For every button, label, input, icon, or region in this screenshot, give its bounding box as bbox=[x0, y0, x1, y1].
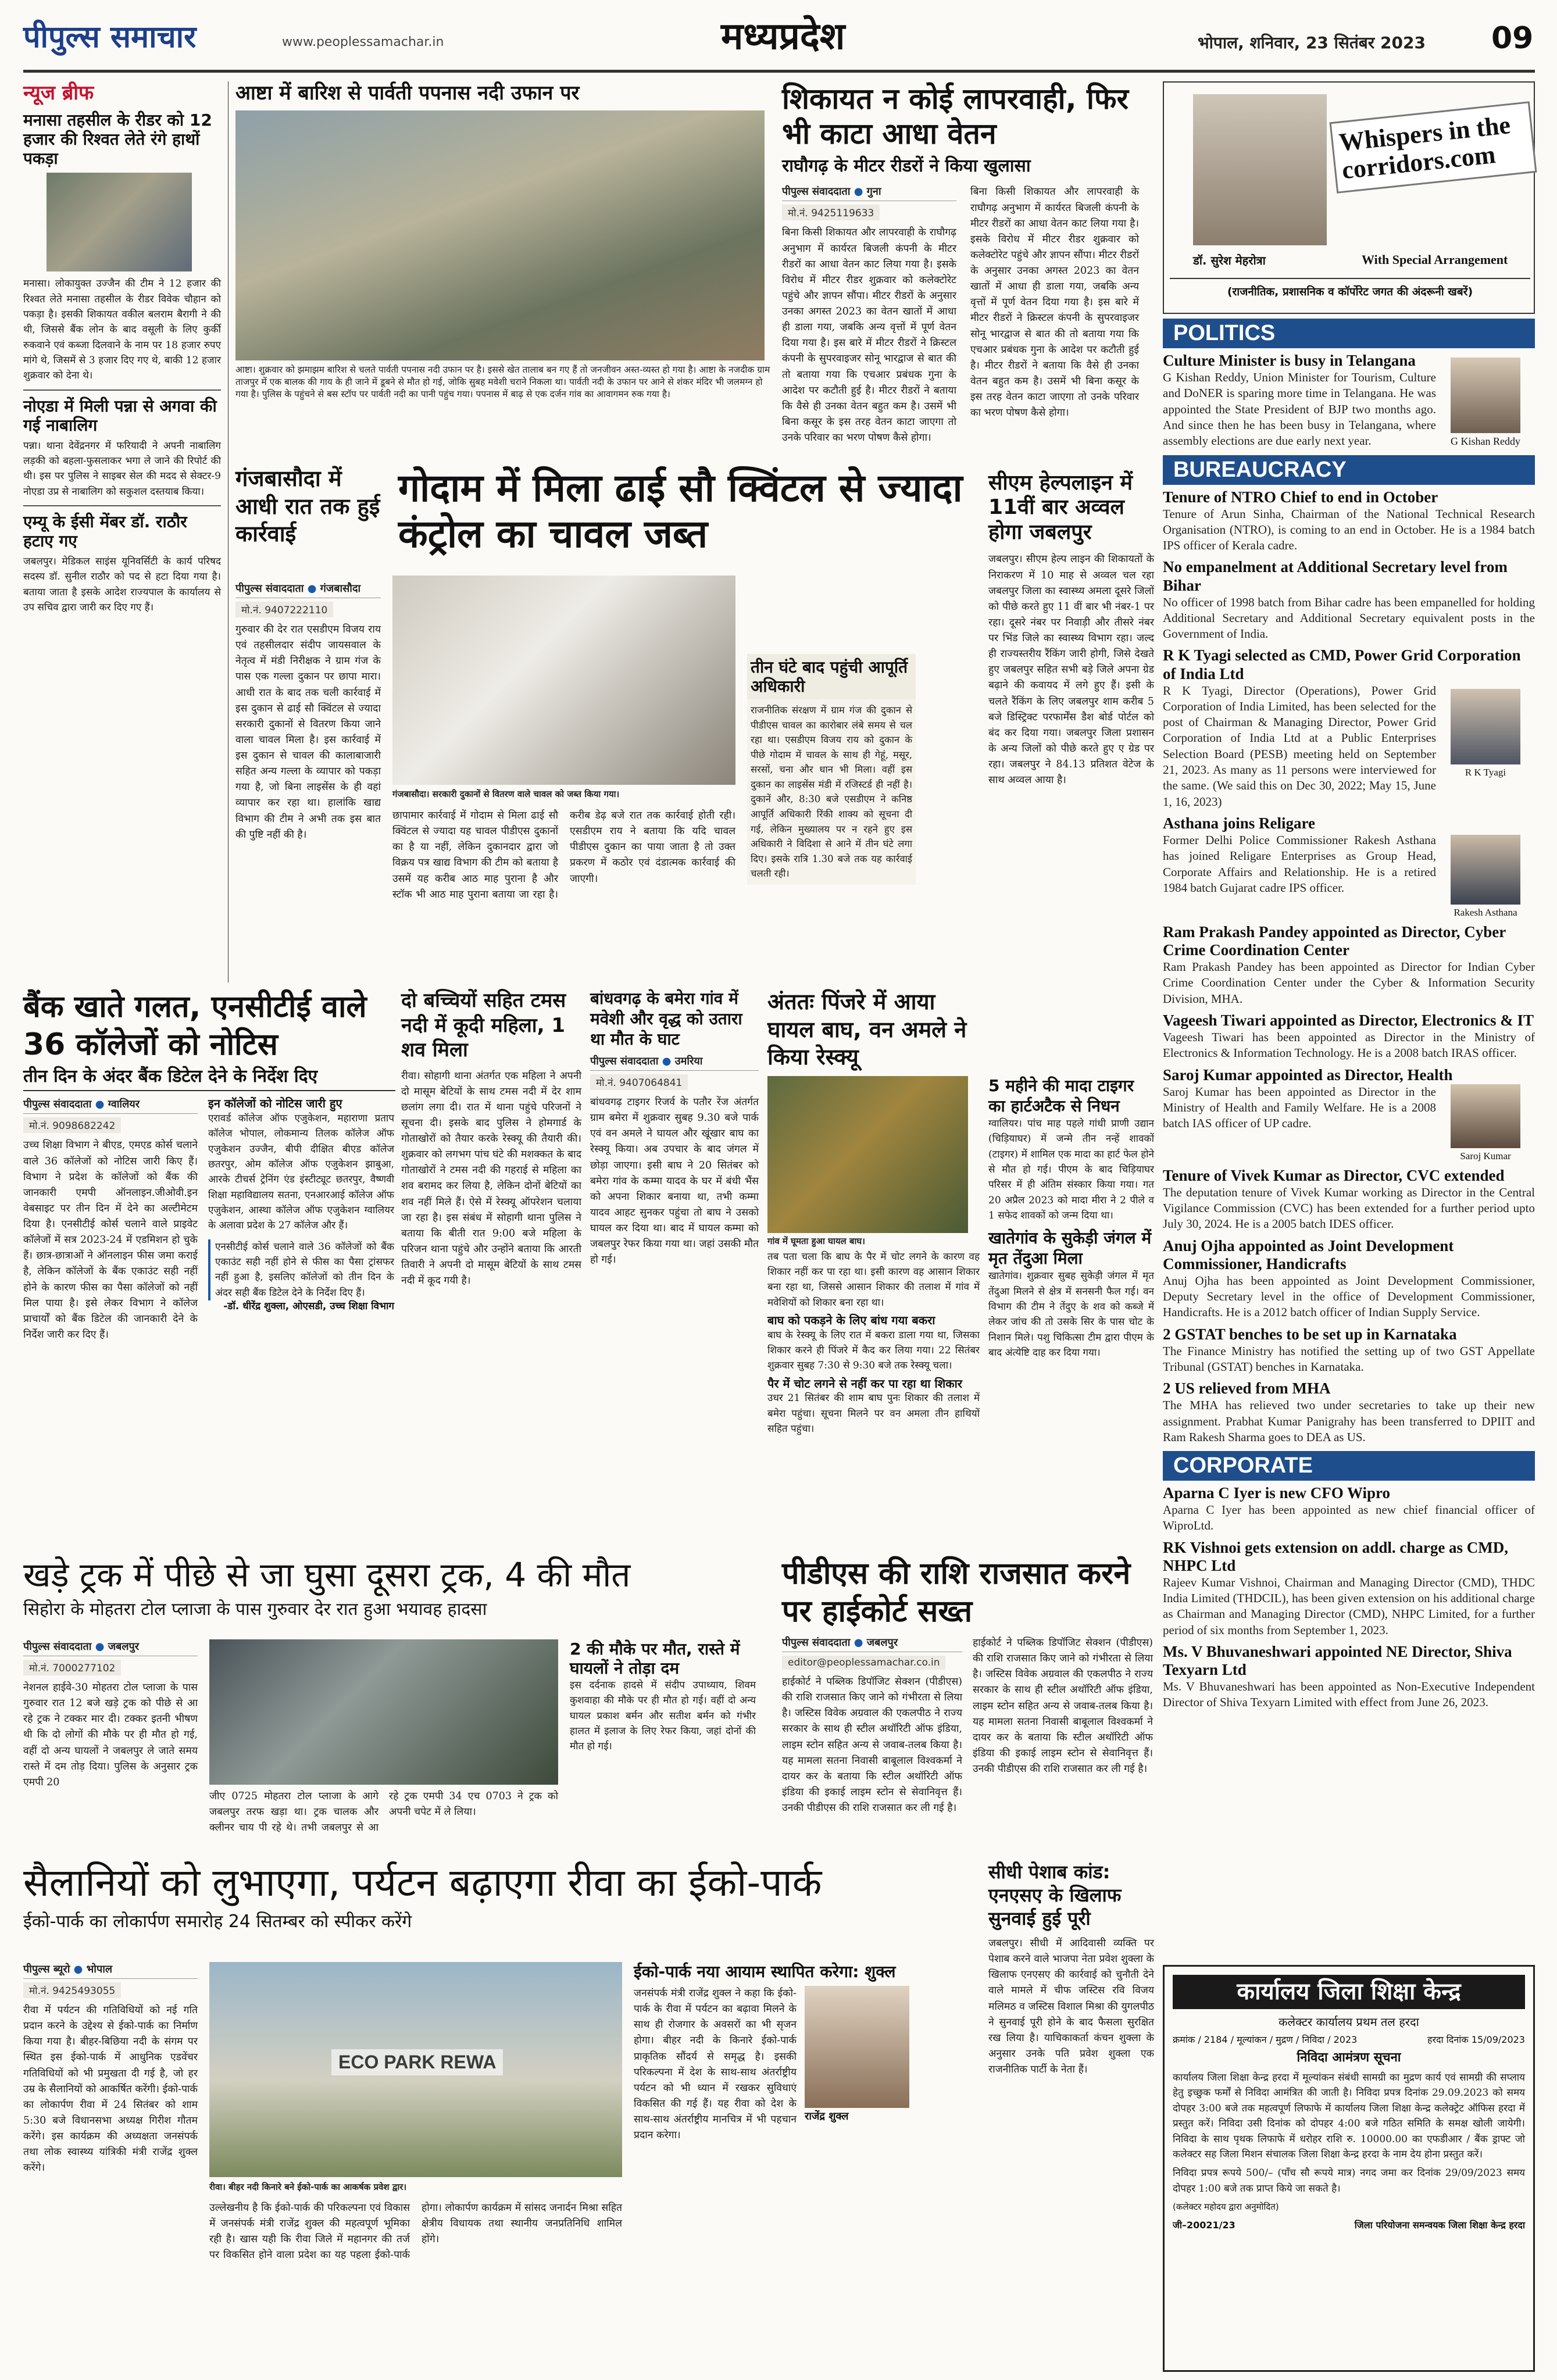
byline-place: गुना bbox=[866, 185, 881, 198]
bank-mobile: मो.नं. 9098682242 bbox=[23, 1117, 121, 1133]
ganj-kicker: गंजबासौदा में आधी रात तक हुई कार्रवाई bbox=[235, 466, 380, 546]
byline-place: गंजबासौदा bbox=[320, 583, 361, 595]
politics-item-title: Culture Minister is busy in Telangana bbox=[1163, 352, 1416, 369]
eco-body1: रीवा में पर्यटन की गतिविधियों को नई गति प्रदान करने के उद्देश्य से ईको-पार्क का निर्माण किया गया है। बीहर-बिछिया नदी के संगम पर स्थित इस ईको-पार्क में आधुनिक एडवेंचर गतिविधियों को भी प्रमुखता दी गई है, जो हर उम्र के सैलानियों को आकर्षित करेंगी। ईको-पार्क का लोकार्पण रीवा में 24 सितंबर को शाम 5:30 बजे विधानसभा अध्यक्ष गिरीश गौतम करेंगे। इस कार्यक्रम की अध्यक्षता जनसंपर्क तथा लोक स्वास्थ्य यांत्रिकी मंत्री राजेंद्र शुक्ल करेंगे। bbox=[23, 2004, 198, 2174]
pds-byline: पीपुल्स संवाददाता ● जबलपुर bbox=[782, 1635, 962, 1652]
girls-body: रीवा। सोहागी थाना अंतर्गत एक महिला ने अपनी दो मासूम बेटियों के साथ टमस नदी में देर शाम छलांग लगा दी। रात में थाना पहुंचे परिजनों ने सूचना दी। इसके बाद पुलिस ने होमगार्ड के गोताखोरों को तैयार करके रेस्क्यू की तैयारी की। शुक्रवार को लगभग पांच घंटे की मशक्कत के बाद गोताखोरों ने टमस नदी की गहराई से महिला का शव बरामद कर लिया है, लेकिन दोनों बेटियों का शव नहीं मिले हैं। ऐसे में रेस्क्यू ऑपरेशन चलाया जा रहा है। इस संबंध में सोहागी थाना पुलिस ने बताया कि बीती रात 9:00 बजे महिला के परिजन थाना पहुंचे और उन्होंने बताया कि आरती तिवारी ने अपनी दो मासूम बेटियों के साथ टमस नदी में कूद गयी है। bbox=[401, 1070, 581, 1287]
bandhavgarh-story bbox=[590, 988, 759, 1552]
ganj-sidebar-body: राजनीतिक संरक्षण में ग्राम गंज की दुकान से पीडीएस चावल का कारोबार लंबे समय से चल रहा था। एसडीएम विजय राय को दुकान के पीछे गोदाम में चावल के साथ ही गेहूं, मसूर, सरसों, चना और धान भी मिला। वहीं इस दुकान का लाइसेंस मंडी में रजिस्टर्ड ही नहीं है। दुकानें और, 8:30 बजे एसडीएम ने कनिष्ठ आपूर्ति अधिकारी रिंकी शाक्य को सूचना दी गई, लेकिन मुख्यालय पर न रहने हुए इस अधिकारी ने विदिशा से आने में तीन घंटे लगा दिए। इसके रात्रि 1.30 बजे तक यह कार्रवाई चलती रही। bbox=[747, 699, 916, 885]
bureau-item-body: Saroj Kumar has been appointed as Director in the Ministry of Health and Family Welfare. He is a 2008 batch IAS officer of UP cadre. bbox=[1163, 1084, 1436, 1131]
pds-body-cont: हाईकोर्ट ने पब्लिक डिपॉजिट सेक्शन (पीडीएस) की राशि राजसात किए जाने को गंभीरता से लिया है। जस्टिस विवेक अग्रवाल की एकलपीठ ने राज्य सरकार के साथ ही स्टील अथॉरिटी ऑफ इंडिया, लाइम स्टोन सहित अन्य से जवाब-तलब किया है। यह मामला सतना निवासी बाबूलाल विश्वकर्मा ने दायर कर के बताया कि स्टील अथॉरिटी ऑफ इंडिया की इकाई लाइम स्टोन से सेवानिवृत्त हैं। उनकी पीडीएस की राशि राजसात कर ली गई है। bbox=[973, 1637, 1153, 1775]
bureau-item-title: R K Tyagi selected as CMD, Power Grid Corporation of India Ltd bbox=[1163, 646, 1521, 682]
eco-quote-body: जनसंपर्क मंत्री राजेंद्र शुक्ल ने कहा कि ईको-पार्क के रीवा में पर्यटन का बढ़ावा मिलने के साथ ही रोजगार के अवसरों का भी सृजन होगा। बीहर नदी के किनारे ईको-पार्क प्राकृतिक सौंदर्य से समृद्ध है। इसकी परिकल्पना में देश के साथ-साथ अंतर्राष्ट्रीय पर्यटन को भी ध्यान में रखकर सुविधाएं विकसित की गई हैं। यह रीवा को देश के साथ-साथ अंतर्राष्ट्रीय मानचित्र में भी पहचान प्रदान करेगा। bbox=[634, 1988, 797, 2142]
eco-mobile: मो.नं. 9425493055 bbox=[23, 1982, 121, 1998]
brief3-headline: एम्यू के ईसी मेंबर डॉ. राठौर हटाए गए bbox=[23, 512, 187, 551]
rakesh-asthana-photo bbox=[1451, 835, 1520, 905]
bureau-item-body: The Finance Ministry has notified the setting up of two GST Appellate Tribunal (GSTAT) benches in Karnataka. bbox=[1163, 1343, 1535, 1374]
byline-name: पीपुल्स संवाददाता bbox=[23, 1641, 92, 1653]
eco-caption: रीवा। बीहर नदी किनारे बने ईको-पार्क का आकर्षक प्रवेश द्वार। bbox=[209, 2182, 407, 2192]
photo-label: Saroj Kumar bbox=[1460, 1150, 1511, 1162]
saroj-kumar-photo bbox=[1451, 1084, 1520, 1148]
whispers-column bbox=[1163, 319, 1535, 1935]
truck-side-headline: 2 की मौके पर मौत, रास्ते में घायलों ने तोड़ा दम bbox=[570, 1639, 740, 1678]
meter-subhead: राघौगढ़ के मीटर रीडरों ने किया खुलासा bbox=[782, 156, 1031, 176]
eco-byline: पीपुल्स ब्यूरो ● भोपाल bbox=[23, 1962, 198, 1979]
eco-body2: उल्लेखनीय है कि ईको-पार्क की परिकल्पना एवं विकास में जनसंपर्क मंत्री राजेंद्र शुक्ल की महत्वपूर्ण भूमिका रही है। खास यही कि रीवा जिले में महानगर की तर्ज पर विकसित होने वाला प्रदेश का यह पहला ईको-पार्क होगा। लोकार्पण कार्यक्रम में सांसद जनार्दन मिश्रा सहित क्षेत्रीय विधायक तथा स्थानीय जनप्रतिनिधि शामिल होंगे। bbox=[209, 2202, 622, 2261]
eco-park-sign: ECO PARK REWA bbox=[331, 2049, 503, 2075]
bureau-item-title: Vageesh Tiwari appointed as Director, Electronics & IT bbox=[1163, 1011, 1534, 1029]
tender-notice bbox=[1163, 1965, 1535, 2372]
news-brief-label: न्यूज ब्रीफ bbox=[23, 81, 94, 105]
section-title: मध्यप्रदेश bbox=[721, 15, 845, 58]
whispers-arrangement: With Special Arrangement bbox=[1362, 252, 1508, 267]
bureau-item-title: 2 US relieved from MHA bbox=[1163, 1380, 1331, 1398]
corporate-item-body: Rajeev Kumar Vishnoi, Chairman and Managing Director (CMD), THDC India Limited (THDCIL), has been given extension on his additional charge as Chairman and Managing Director (CMD), NHPC Limited, for a further period of six months from September 1, 2023. bbox=[1163, 1575, 1535, 1637]
ganj-mobile: मो.नं. 9407222110 bbox=[235, 602, 333, 617]
kishan-reddy-photo bbox=[1451, 358, 1520, 433]
bureau-item-body: Ram Prakash Pandey has been appointed as Director for Indian Cyber Crime Coordination Center under the Cyber & Information Security Division, MHA. bbox=[1163, 960, 1535, 1006]
masthead-rule bbox=[23, 70, 1535, 73]
corporate-item-title: Aparna C Iyer is new CFO Wipro bbox=[1163, 1484, 1391, 1502]
bureau-item-body: The MHA has relieved two under secretaries to take up their new assignment. Prabhat Kumar Panigrahy has been transferred to DPIIT and Ram Rakesh Sharma goes to DEA as US. bbox=[1163, 1398, 1535, 1444]
bank-headline: बैंक खाते गलत, एनसीटीई वाले 36 कॉलेजों को नोटिस bbox=[23, 989, 367, 1062]
divider bbox=[23, 505, 221, 506]
bandhavgarh-headline: बांधवगढ़ के बमेरा गांव में मवेशी और वृद्ध को उतारा था मौत के घाट bbox=[590, 989, 742, 1049]
bank-subhead: तीन दिन के अंदर बैंक डिटेल देने के निर्देश दिए bbox=[23, 1066, 395, 1091]
notice-signature: जिला परियोजना समन्वयक जिला शिक्षा केन्द्र हरदा bbox=[1354, 2219, 1525, 2231]
cm-helpline-story bbox=[988, 471, 1154, 971]
pds-email[interactable]: editor@peoplessamachar.co.in bbox=[782, 1656, 945, 1670]
bureau-item-title: 2 GSTAT benches to be set up in Karnataka bbox=[1163, 1325, 1457, 1343]
parvati-photo bbox=[235, 110, 765, 360]
girls-headline: दो बच्चियों सहित टमस नदी में कूदी महिला, 1 शव मिला bbox=[401, 989, 566, 1062]
truck-mobile: मो.नं. 7000277102 bbox=[23, 1660, 121, 1675]
notice-body: कार्यालय जिला शिक्षा केन्द्र हरदा में मूल्यांकन संबंधी सामग्री का मुद्रण कार्य एवं सामग्री की सप्लाय हेतु इच्छुक फर्मों से निविदा आमंत्रित की जाती है। निविदा प्रपत्र दिनांक 29.09.2023 को समय दोपहर 3:00 बजे तक महत्वपूर्ण लिफाफे में कार्यालय जिला शिक्षा केन्द्र कलेक्ट्रेट ऑफिस हरदा में प्रस्तुत करें। निविदा उसी दिनांक को दोपहर 4:00 बजे गठित समिति के समक्ष खोली जायेगी। निविदा के साथ पृथक लिफाफे में धरोहर राशि रु. 10000.00 का एफडीआर / बैंक ड्राफ्ट जो कलेक्टर सह जिला मिशन संचालक जिला शिक्षा केन्द्र हरदा के नाम देय होना प्रस्तुत करें। bbox=[1173, 2072, 1525, 2160]
bank-byline: पीपुल्स संवाददाता ● ग्वालियर bbox=[23, 1097, 198, 1114]
ganj-photo bbox=[392, 576, 735, 785]
website[interactable]: www.peoplessamachar.in bbox=[282, 35, 444, 49]
byline-name: पीपुल्स संवाददाता bbox=[782, 185, 851, 198]
sidhi-headline: सीधी पेशाब कांड: एनएसए के खिलाफ सुनवाई हुई पूरी bbox=[988, 1861, 1122, 1929]
truck-caption: जीए 0725 मोहतरा टोल प्लाजा के आगे जबलपुर तरफ खड़ा था। ट्रक चालक और क्लीनर चाय पी रहे थे। तभी जबलपुर से आ रहे ट्रक एमपी 34 एच 0703 ने ट्रक को अपनी चपेट में ले लिया। bbox=[209, 1791, 558, 1834]
tiger-sub2: पैर में चोट लगने से नहीं कर पा रहा था शिकार bbox=[767, 1376, 962, 1391]
notice-fee: निविदा प्रपत्र रूपये 500/– (पाँच सौ रूपये मात्र) नगद जमा कर दिनांक 29/09/2023 समय दोपहर 1:00 बजे तक प्राप्त किये जा सकते है। bbox=[1173, 2167, 1525, 2195]
brief3-body: जबलपुर। मेडिकल साइंस यूनिवर्सिटी के कार्य परिषद सदस्य डॉ. सुनील राठौर को पद से हटा दिया गया है। बताया जाता है इसके आदेश राज्यपाल के कार्यालय से उप सचिव द्वारा जारी कर दिए गए हैं। bbox=[23, 556, 221, 614]
brief1-photo bbox=[47, 173, 192, 271]
sidhi-story bbox=[988, 1860, 1154, 2372]
corporate-item-title: RK Vishnoi gets extension on addl. charge as CMD, NHPC Ltd bbox=[1163, 1538, 1509, 1574]
bureau-item-body: Anuj Ojha has been appointed as Joint Development Commissioner, Deputy Secretary level in the office of Development Commissioner, Handicrafts. He is a 2012 batch officer of Indian Supply Service. bbox=[1163, 1273, 1535, 1320]
bureau-item-body: No officer of 1998 batch from Bihar cadre has been empanelled for holding Additional Secretary and Additional Secretary equivalent posts in the Government of India. bbox=[1163, 595, 1535, 641]
bandhavgarh-byline: पीपुल्स संवाददाता ● उमरिया bbox=[590, 1054, 759, 1071]
bank-quote: एनसीटीई कोर्स चलाने वाले 36 कॉलेजों को बैंक एकाउंट सही नहीं होने से फीस का पैसा ट्रांसफर नहीं हुआ है, इसलिए कॉलेजों को तीन दिन के अंदर सही बैंक डिटेल देने के निर्देश दिए हैं। bbox=[208, 1239, 394, 1300]
tiger-photo bbox=[767, 1076, 968, 1233]
eco-photo bbox=[209, 1962, 622, 2177]
bureaucracy-label: BUREAUCRACY bbox=[1163, 455, 1535, 485]
byline-place: ग्वालियर bbox=[108, 1098, 140, 1111]
tiger-rescue-story bbox=[767, 988, 980, 1552]
truck-subhead: सिहोरा के मोहतरा टोल प्लाजा के पास गुरुवार देर रात हुआ भयावह हादसा bbox=[23, 1599, 487, 1620]
ganj-story bbox=[235, 465, 985, 971]
photo-label: R K Tyagi bbox=[1465, 766, 1506, 778]
bureau-item-title: Ram Prakash Pandey appointed as Director, Cyber Crime Coordination Center bbox=[1163, 923, 1506, 959]
corporate-label: CORPORATE bbox=[1163, 1451, 1535, 1481]
tiger-body: तब पता चला कि बाघ के पैर में चोट लगने के कारण वह शिकार नहीं कर पा रहा था। इसी कारण वह आसान शिकार बना रहा था, जिससे आसान शिकार की तलाश में गांव में मवेशियों को शिकार बना रहा था। bbox=[767, 1250, 980, 1309]
eco-subhead: ईको-पार्क का लोकार्पण समारोह 24 सितम्बर को स्पीकर करेंगे bbox=[23, 1911, 412, 1932]
byline-place: भोपाल bbox=[86, 1963, 113, 1975]
bank-list-body: एरावर्ड कॉलेज ऑफ एजुकेशन, महाराणा प्रताप कॉलेज भोपाल, लोकमान्य तिलक कॉलेज ऑफ एजुकेशन उज्जैन, बीपी दीक्षित बीएड कॉलेज छतरपुर, ओम कॉलेज ऑफ एजुकेशन झाबुआ, आरके टीचर्स ट्रेनिंग एंड इंस्टीट्यूट छतरपुर, वैष्णवी शिक्षा महाविद्यालय सतना, एनआरआई कॉलेज ऑफ एजुकेशन, आस्था कॉलेज ऑफ एजुकेशन ग्वालियर के अलावा प्रदेश के 27 कॉलेज और हैं। bbox=[208, 1112, 394, 1232]
whispers-author: डॉ. सुरेश मेहरोत्रा bbox=[1193, 253, 1266, 267]
notice-ref: क्रमांक / 2184 / मूल्यांकन / मुद्रण / निविदा / 2023 bbox=[1173, 2034, 1358, 2046]
parvati-caption: आष्टा। शुक्रवार को झमाझम बारिश से चलते पार्वती पपनास नदी उफान पर है। इससे खेत तालाब बन गए हैं तो जनजीवन अस्त-व्यस्त हो गया है। आष्टा के नजदीक ग्राम ताजपुर में एक बालक की गाय के ही जाने में डूबने से मौत हो गई, जोकि सुबह मवेशी चराने निकला था। पार्वती नदी के उफान पर आने से शंकर मंदिर भी जलमग्न हो गया है। पुलिस के पहुंचने से बस स्टॉप पर पार्वती नदी का पानी पहुंच गया। पपनास में बाढ़ से एक दर्जन गांव का आवागमन रुक गया है। bbox=[235, 364, 770, 399]
byline-place: उमरिया bbox=[674, 1055, 703, 1067]
divider bbox=[23, 389, 221, 391]
sidhi-body: जबलपुर। सीधी में आदिवासी व्यक्ति पर पेशाब करने वाले भाजपा नेता प्रवेश शुक्ला के खिलाफ एनएसए की कार्रवाई को चुनौती देने वाले मामले में चीफ जस्टिस रवि विजय मलिमठ व जस्टिस विशाल मिश्रा की युगलपीठ ने सुनवाई पूरी होने के बाद फैसला सुरक्षित रख लिया है। याचिकाकर्ता कंचन शुक्ला के अनुसार उनके पति प्रवेश शुक्ला एक राजनीतिक पार्टी के नेता हैं। bbox=[988, 1938, 1154, 2075]
ganj-headline: गोदाम में मिला ढाई सौ क्विंटल से ज्यादा कंट्रोल का चावल जब्त bbox=[398, 466, 963, 557]
bureau-item-title: Saroj Kumar appointed as Director, Health bbox=[1163, 1066, 1453, 1084]
cm-helpline-headline: सीएम हेल्पलाइन में 11वीं बार अव्वल होगा जबलपुर bbox=[988, 471, 1133, 544]
bandhavgarh-mobile: मो.नं. 9407064841 bbox=[590, 1074, 688, 1090]
tigress-story bbox=[988, 1075, 1154, 1552]
bureau-item-title: Asthana joins Religare bbox=[1163, 814, 1316, 832]
notice-subtitle: निविदा आमंत्रण सूचना bbox=[1297, 2050, 1401, 2065]
corporate-item-body: Ms. V Bhuvaneshwari has been appointed as Non-Executive Independent Director of Shiva Texyarn Limited with effect from June 26, 2023. bbox=[1163, 1679, 1535, 1710]
notice-date: हरदा दिनांक 15/09/2023 bbox=[1427, 2034, 1525, 2046]
tiger-caption: गांव में घूमता हुआ घायल बाघ। bbox=[767, 1235, 865, 1246]
author-photo bbox=[1193, 94, 1327, 245]
leopard-headline: खातेगांव के सुकेड़ी जंगल में मृत तेंदुआ मिला bbox=[988, 1228, 1152, 1268]
leopard-body: खातेगांव। शुक्रवार सुबह सुकेड़ी जंगल में मृत तेंदुआ मिलने से क्षेत्र में सनसनी फैल गई। वन विभाग की टीम ने तेंदुए के शव को कब्जे में लेकर जांच की तो उसके सिर के पास चोट के निशान मिले। पशु चिकित्सा टीम द्वारा पीएम के बाद अंत्येष्टि दाह कर दिया गया। bbox=[988, 1270, 1154, 1359]
parvati-story bbox=[235, 81, 770, 430]
bank-story bbox=[23, 988, 395, 1552]
byline-name: पीपुल्स संवाददाता bbox=[782, 1636, 851, 1649]
whispers-box bbox=[1163, 81, 1535, 314]
notice-code: जी–20021/23 bbox=[1173, 2219, 1235, 2231]
pds-story bbox=[782, 1555, 1154, 1857]
truck-byline: पीपुल्स संवाददाता ● जबलपुर bbox=[23, 1639, 198, 1656]
pds-headline: पीडीएस की राशि राजसात करने पर हाईकोर्ट सख्त bbox=[782, 1556, 1131, 1629]
bureau-item-body: Tenure of Arun Sinha, Chairman of the National Technical Research Organisation (NTRO), is coming to an end in October. He is a 1984 batch IPS officer of Kerala cadre. bbox=[1163, 506, 1535, 553]
tiger-sub2-body: उधर 21 सितंबर की शाम बाघ पुनः शिकार की तलाश में बमेरा पहुंचा। सूचना मिलने पर वन अमला तीन हाथियों सहित पहुंचा। bbox=[767, 1392, 980, 1435]
tigress-headline: 5 महीने की मादा टाइगर का हार्टअटैक से निधन bbox=[988, 1076, 1134, 1116]
whispers-tagline: (राजनीतिक, प्रशासनिक व कॉर्पोरेट जगत की अंदरूनी खबरें) bbox=[1170, 278, 1530, 299]
byline-name: पीपुल्स संवाददाता bbox=[235, 583, 304, 595]
brand-logo: पीपुल्स समाचार bbox=[23, 20, 197, 55]
corporate-item-title: Ms. V Bhuvaneshwari appointed NE Director, Shiva Texyarn Ltd bbox=[1163, 1643, 1512, 1679]
brief1-body: मनासा। लोकायुक्त उज्जैन की टीम ने 12 हजार की रिश्वत लेते मनासा तहसील के रीडर विवेक चौहान को पकड़ा है। इसकी शिकायत वकील बलराम बैरागी ने की थी, जिससे बैंक लोन के बाद वसूली के लिए कुर्की रुकवाने एवं कब्जा दिलवाने के नाम पर 18 हजार रुपए मांगे थे, जिसमें से 3 हजार दिए गए थे, बाकी 12 हजार शुक्रवार को देना थे। bbox=[23, 278, 221, 382]
truck-body: नेशनल हाईवे-30 मोहतरा टोल प्लाजा के पास गुरुवार रात 12 बजे खड़े ट्रक को पीछे से आ रहे ट्रक ने टक्कर मार दी। टक्कर इतनी भीषण थी कि दो लोगों की मौके पर ही मौत हो गई, वहीं दो अन्य घायलों ने जबलपुर ले जाते समय रास्ते में दम तोड़ दिया। पुलिस के अनुसार ट्रक एमपी 20 bbox=[23, 1682, 198, 1788]
dateline: भोपाल, शनिवार, 23 सितंबर 2023 bbox=[1198, 33, 1426, 52]
bureau-item-title: No empanelment at Additional Secretary level from Bihar bbox=[1163, 558, 1508, 594]
bureau-item-title: Anuj Ojha appointed as Joint Development Commissioner, Handicrafts bbox=[1163, 1237, 1454, 1273]
ganj-caption: गंजबासौदा। सरकारी दुकानों से वितरण वाले चावल को जब्त किया गया। bbox=[392, 789, 620, 799]
politics-label: POLITICS bbox=[1163, 319, 1535, 348]
notice-approval: (कलेक्टर महोदय द्वारा अनुमोदित) bbox=[1173, 2201, 1279, 2212]
meter-mobile: मो.नं. 9425119633 bbox=[782, 205, 880, 220]
truck-photo bbox=[209, 1639, 558, 1785]
bureau-item-body: Vageesh Tiwari has been appointed as Director in the Ministry of Electronics & Information Technology. He is a 2008 batch IRAS officer. bbox=[1163, 1030, 1535, 1060]
byline-name: पीपुल्स संवाददाता bbox=[23, 1098, 92, 1111]
corporate-item-body: Aparna C Iyer has been appointed as new chief financial officer of WiproLtd. bbox=[1163, 1503, 1535, 1533]
truck-headline: खड़े ट्रक में पीछे से जा घुसा दूसरा ट्रक, 4 की मौत bbox=[23, 1555, 631, 1595]
photo-label: G Kishan Reddy bbox=[1451, 435, 1520, 447]
pds-body: हाईकोर्ट ने पब्लिक डिपॉजिट सेक्शन (पीडीएस) की राशि राजसात किए जाने को गंभीरता से लिया है। जस्टिस विवेक अग्रवाल की एकलपीठ ने राज्य सरकार के साथ ही स्टील अथॉरिटी ऑफ इंडिया, लाइम स्टोन सहित अन्य से जवाब-तलब किया है। यह मामला सतना निवासी बाबूलाल विश्वकर्मा ने दायर कर के बताया कि स्टील अथॉरिटी ऑफ इंडिया की इकाई लाइम स्टोन से सेवानिवृत्त हैं। उनकी पीडीएस की राशि राजसात कर ली गई है। bbox=[782, 1676, 962, 1814]
ganj-body1: गुरुवार की देर रात एसडीएम विजय राय एवं तहसीलदार संदीप जायसवाल के नेतृत्व में मंडी निरीक्षक ने ग्राम गंज के पास एक गल्ला दुकान पर छापा मारा। आधी रात के बाद तक चली कार्रवाई में इस दुकान से ढाई सौ क्विंटल से ज्यादा सरकारी दुकानों से वितरण किया जाने वाला चावल मिला है। इस कार्रवाई में इस दुकान से चावल की कालाबाजारी सहित अन्य गल्ला के व्यापार को पकड़ा गया है, जो बिना लाइसेंस के ही वहां व्यापार कर रहा था। हालांकि खाद्य विभाग की टीम ने अभी तक इस बात की पुष्टि नहीं की है। bbox=[235, 624, 381, 841]
masthead bbox=[23, 7, 1535, 71]
cm-helpline-body: जबलपुर। सीएम हेल्प लाइन की शिकायतों के निराकरण में 10 माह से अव्वल चल रहा जबलपुर जिला का स्वास्थ्य अमला दूसरे जिलों को पीछे करते हुए 11 वीं बार भी नंबर-1 पर रहा। दूसरे नंबर पर निवाड़ी और तीसरे नंबर पर भिंड जिले का स्वास्थ्य विभाग रहा। जल्द ही राज्यस्तरीय रैंकिंग जारी होगी, जिसे देखते हुए जबलपुर सहित सभी बड़े जिले अपना ग्रेड बढ़ाने की कवायद में लगे हुए हैं। इसी के चलते रैंकिंग के लिए जबलपुर शाम करीब 5 बजे डिस्ट्रिक्ट परफार्मेंस डैश बोर्ड पोर्टल को बंद कर दिया गया। जबलपुर जिला प्रशासन के अन्य जिलों को पीछे करते हुए ए ग्रेड पर रहा। जबलपुर ने 84.13 प्रतिशत वेटेज के साथ अव्वल आया है। bbox=[988, 553, 1154, 787]
tiger-headline: अंततः पिंजरे में आया घायल बाघ, वन अमले ने किया रेस्क्यू bbox=[767, 989, 967, 1070]
bank-list-title: इन कॉलेजों को नोटिस जारी हुए bbox=[208, 1096, 342, 1111]
tigress-body: ग्वालियर। पांच माह पहले गांधी प्राणी उद्यान (चिड़ियाघर) में जन्मे तीन नन्हें शावकों (टाइगर) में शामिल एक मादा का हार्ट फेल होने से मौत हो गई। पीएम के बाद चिड़ियाघर परिसर में ही अंतिम संस्कार किया गया। गत 20 अप्रैल 2023 को मादा मीरा ने 2 पीले व 1 सफेद शावकों को जन्म दिया था। bbox=[988, 1118, 1154, 1222]
eco-story bbox=[23, 1860, 988, 2372]
truck-story bbox=[23, 1555, 767, 1852]
notice-title: कार्यालय जिला शिक्षा केन्द्र bbox=[1173, 1975, 1525, 2009]
meter-story bbox=[782, 81, 1142, 459]
rk-tyagi-photo bbox=[1451, 689, 1520, 764]
news-brief-column bbox=[23, 81, 221, 1017]
notice-office: कलेक्टर कार्यालय प्रथम तल हरदा bbox=[1279, 2015, 1419, 2029]
page-number: 09 bbox=[1491, 21, 1534, 56]
tiger-sub1: बाघ को पकड़ने के लिए बांध गया बकरा bbox=[767, 1313, 935, 1328]
meter-byline: पीपुल्स संवाददाता ● गुना bbox=[782, 184, 956, 201]
byline-place: जबलपुर bbox=[108, 1641, 140, 1653]
brief1-headline: मनासा तहसील के रीडर को 12 हजार की रिश्वत लेते रंगे हाथों पकड़ा bbox=[23, 110, 212, 169]
bank-body: उच्च शिक्षा विभाग ने बीएड, एमएड कोर्स चलाने वाले 36 कॉलेजों को नोटिस जारी किए हैं। विभाग ने प्रदेश के कॉलेजों को बैंक की जानकारी एमपी ऑनलाइन.जीओवी.इन वेबसाइट पर तीन दिन में देने का अल्टीमेटम दिया है। एनसीटीई कोर्स चलाने वाले प्राइवेट कॉलेजों में सत्र 2023-24 में एडमिशन हो चुके हैं। छात्र-छात्राओं ने ऑनलाइन फीस जमा कराई है, लेकिन कॉलेजों के बैंक एकाउंट सही नहीं होने के कारण फीस का पैसा कॉलेजों को नहीं मिल पाया है। इसे लेकर विभाग ने कॉलेज प्राचार्यों को बैंक डिटेल की जानकारी देने के निर्देश जारी कर दिए हैं। bbox=[23, 1139, 198, 1341]
eco-quote-headline: ईको-पार्क नया आयाम स्थापित करेगा: शुक्ल bbox=[634, 1962, 896, 1981]
tiger-sub1-body: बाघ के रेस्क्यू के लिए रात में बकरा डाला गया था, जिसका शिकार करने ही पिंजरे में कैद कर लिया गया। 22 सितंबर शुक्रवार सुबह 7:30 से 9:30 बजे तक रेस्क्यू चला। bbox=[767, 1329, 980, 1372]
meter-headline: शिकायत न कोई लापरवाही, फिर भी काटा आधा वेतन bbox=[782, 82, 1129, 151]
politics-item-body: G Kishan Reddy, Union Minister for Tourism, Culture and DoNER is sparing more time in Telangana. He was appointed the State President of BJP two months ago. And since then he has been busy in Telangana, where assembly elections are due early next year. bbox=[1163, 370, 1436, 448]
bandhavgarh-body: बांधवगढ़ टाइगर रिजर्व के पतौर रेंज अंतर्गत ग्राम बमेरा में शुक्रवार सुबह 9.30 बजे पार्क एवं वन अमले ने घायल और खूंखार बाघ का रेस्क्यू किया। अब उपचार के बाद जंगल में छोड़ा जाएगा। इसी बाघ ने 20 सितंबर को बमेरा गांव के कम्मा यादव के घर में बंधी भैंस को अपना शिकार बनाया था, तभी कम्मा यादव आहट सुनकर पहुंचा तो बाघ ने उसको घायल कर दिया था। बाद में घायल कम्मा को जबलपुर रेफर किया गया था। जहां उसकी मौत हो गई। bbox=[590, 1096, 759, 1266]
parvati-headline: आष्टा में बारिश से पार्वती पपनास नदी उफान पर bbox=[235, 81, 580, 105]
ganj-byline: पीपुल्स संवाददाता ● गंजबासौदा bbox=[235, 581, 381, 598]
byline-name: पीपुल्स ब्यूरो bbox=[23, 1963, 70, 1975]
whispers-logo: Whispers in the corridors.com bbox=[1330, 101, 1537, 193]
photo-label: Rakesh Asthana bbox=[1454, 906, 1517, 918]
ganj-sidebar-headline: तीन घंटे बाद पहुंची आपूर्ति अधिकारी bbox=[747, 654, 916, 699]
meter-body-cont: बिना किसी शिकायत और लापरवाही के राघौगढ़ अनुभाग में कार्यरत बिजली कंपनी के मीटर रीडरों का आधा वेतन काट लिया गया है। इसके विरोध में मीटर रीडर शुक्रवार को कलेक्टोरेट पहुंचे और ज्ञापन सौंपा। मीटर रीडरों के अनुसार उनका अगस्त 2023 का वेतन खातों में आधा ही डाला गया, जबकि अन्य वृत्तों में पूर्ण वेतन दिया गया है। इस बारे में मीटर रीडरों ने क्रिस्टल कंपनी के सुपरवाइजर सोनू भारद्वाज से बात की तो बताया गया कि एचआर प्रबंधक गुना के आदेश पर कटौती हुई है। मीटर रीडरों ने बताया कि वैसे ही उनका वेतन बहुत कम है। उसमें भी बिना कसूर के इस तरह वेतन काटा जाएगा तो उनके परिवार का भरण पोषण कैसे होगा। bbox=[970, 186, 1139, 419]
bureau-item-body: Former Delhi Police Commissioner Rakesh Asthana has joined Religare Enterprises as Group Head, Corporate Affairs and Relationship. He is a retired 1984 batch Gujarat cadre IPS officer. bbox=[1163, 832, 1436, 895]
girls-story bbox=[401, 988, 581, 1552]
bureau-item-body: R K Tyagi, Director (Operations), Power Grid Corporation of India Limited, has been selected for the post of Chairman & Managing Director, Power Grid Corporation of India Ltd at a Public Enterprises Selection Board (PESB) meeting held on September 21, 2023. As many as 11 persons were interviewed for the same. (We said this on Dec 30, 2022; May 15, June 1, 16, 2023) bbox=[1163, 683, 1436, 809]
bank-quote-by: -डॉ. धीरेंद्र शुक्ला, ओएसडी, उच्च शिक्षा विभाग bbox=[223, 1300, 394, 1313]
rajendra-shukla-label: राजेंद्र शुक्ल bbox=[805, 2110, 849, 2123]
brief2-headline: नोएडा में मिली पन्ना से अगवा की गई नाबालिग bbox=[23, 396, 217, 435]
bureau-item-body: The deputation tenure of Vivek Kumar working as Director in the Central Vigilance Commission (CVC) has been extended for a further period upto July 30, 2024. He is a 2005 batch IDES officer. bbox=[1163, 1185, 1535, 1231]
byline-name: पीपुल्स संवाददाता bbox=[590, 1055, 659, 1067]
byline-place: जबलपुर bbox=[866, 1636, 898, 1649]
brief2-body: पन्ना। थाना देवेंद्रनगर में फरियादी ने अपनी नाबालिग लड़की को बहला-फुसलाकर भगा ले जाने की रिपोर्ट की थी। इस पर पुलिस ने साइबर सेल की मदद से सेक्टर-9 नोएडा उप्र से नाबालिग को सकुशल दस्तयाब किया। bbox=[23, 439, 221, 498]
eco-headline: सैलानियों को लुभाएगा, पर्यटन बढ़ाएगा रीवा का ईको-पार्क bbox=[23, 1860, 822, 1905]
rajendra-shukla-photo bbox=[805, 1986, 909, 2108]
meter-body: बिना किसी शिकायत और लापरवाही के राघौगढ़ अनुभाग में कार्यरत बिजली कंपनी के मीटर रीडरों का आधा वेतन काट लिया गया है। इसके विरोध में मीटर रीडर शुक्रवार को कलेक्टोरेट पहुंचे और ज्ञापन सौंपा। मीटर रीडरों के अनुसार उनका अगस्त 2023 का वेतन खातों में आधा ही डाला गया, जबकि अन्य वृत्तों में पूर्ण वेतन दिया गया है। इस बारे में मीटर रीडरों ने क्रिस्टल कंपनी के सुपरवाइजर सोनू भारद्वाज से बात की तो बताया गया कि एचआर प्रबंधक गुना के आदेश पर कटौती हुई है। मीटर रीडरों ने बताया कि वैसे ही उनका वेतन बहुत कम है। उसमें भी बिना कसूर के इस तरह वेतन काटा जाएगा तो उनके परिवार का भरण पोषण कैसे होगा। bbox=[782, 227, 956, 444]
bureau-item-title: Tenure of Vivek Kumar as Director, CVC extended bbox=[1163, 1166, 1505, 1184]
ganj-body2: छापामार कार्रवाई में गोदाम से मिला ढाई सौ क्विंटल से ज्यादा यह चावल पीडीएस दुकानों का है या नहीं, लेकिन दुकानदार द्वारा जो विक्रय पत्र खाद्य विभाग की टीम को बताया है उसमें यह करीब आठ माह पुराना है और स्टॉक भी आठ माह पुराना बताया जा रहा है। करीब डेढ़ बजे रात तक कार्रवाई होती रही। एसडीएम राय ने बताया कि यदि चावल पीडीएस दुकान का पाया जाता है तो उक्त प्रकरण में कठोर एवं दंडात्मक कार्रवाई की जाएगी। bbox=[392, 810, 735, 900]
bureau-item-title: Tenure of NTRO Chief to end in October bbox=[1163, 488, 1438, 506]
truck-side-body: इस दर्दनाक हादसे में संदीप उपाध्याय, शिवम कुशवाहा की मौके पर ही मौत हो गई। वहीं दो अन्य घायल प्रकाश बर्मन और सतीश बर्मन को गंभीर हालत में इलाज के लिए रेफर किया, जहां दोनों की मौत हो गई। bbox=[570, 1679, 756, 1753]
